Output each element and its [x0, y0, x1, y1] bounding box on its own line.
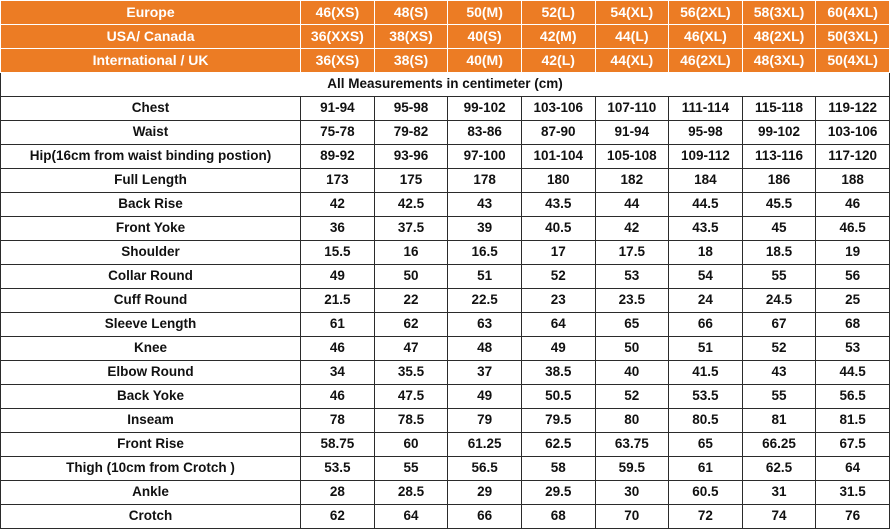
- row-value: 45: [742, 217, 816, 241]
- table-row: [1, 457, 890, 481]
- row-value: 115-118: [742, 97, 816, 121]
- row-label: Full Length: [1, 169, 301, 193]
- row-value: 15.5: [301, 241, 375, 265]
- row-value: 184: [669, 169, 743, 193]
- table-row: [1, 385, 890, 409]
- row-value: 62.5: [521, 433, 595, 457]
- row-value: 49: [521, 337, 595, 361]
- table-row: [1, 289, 890, 313]
- row-value: 47: [374, 337, 448, 361]
- row-value: 46: [816, 193, 890, 217]
- row-value: 79.5: [521, 409, 595, 433]
- row-value: 46: [301, 385, 375, 409]
- row-value: 50: [374, 265, 448, 289]
- row-value: 47.5: [374, 385, 448, 409]
- row-label: Waist: [1, 121, 301, 145]
- header-size-cell: 56(2XL): [669, 1, 743, 25]
- header-size-cell: 58(3XL): [742, 1, 816, 25]
- table-row: [1, 193, 890, 217]
- row-value: 50.5: [521, 385, 595, 409]
- row-value: 53.5: [669, 385, 743, 409]
- row-value: 42: [595, 217, 669, 241]
- header-label-international-uk: International / UK: [1, 49, 301, 73]
- row-label: Thigh (10cm from Crotch ): [1, 457, 301, 481]
- row-value: 65: [669, 433, 743, 457]
- measurement-note: All Measurements in centimeter (cm): [1, 73, 890, 97]
- table-row: [1, 361, 890, 385]
- row-value: 64: [521, 313, 595, 337]
- table-row: [1, 313, 890, 337]
- row-value: 40: [595, 361, 669, 385]
- row-label: Shoulder: [1, 241, 301, 265]
- row-value: 103-106: [521, 97, 595, 121]
- row-value: 91-94: [595, 121, 669, 145]
- row-value: 78: [301, 409, 375, 433]
- row-value: 117-120: [816, 145, 890, 169]
- row-value: 79: [448, 409, 522, 433]
- row-value: 21.5: [301, 289, 375, 313]
- header-row-international-uk: [1, 49, 890, 73]
- row-value: 52: [521, 265, 595, 289]
- header-size-cell: 38(XS): [374, 25, 448, 49]
- row-label: Back Yoke: [1, 385, 301, 409]
- row-value: 37.5: [374, 217, 448, 241]
- row-value: 31: [742, 481, 816, 505]
- row-value: 70: [595, 505, 669, 529]
- row-value: 81.5: [816, 409, 890, 433]
- header-size-cell: 46(2XL): [669, 49, 743, 73]
- row-value: 16: [374, 241, 448, 265]
- row-value: 58.75: [301, 433, 375, 457]
- row-value: 34: [301, 361, 375, 385]
- header-label-europe: Europe: [1, 1, 301, 25]
- row-value: 42.5: [374, 193, 448, 217]
- header-size-cell: 44(L): [595, 25, 669, 49]
- row-value: 46: [301, 337, 375, 361]
- row-value: 79-82: [374, 121, 448, 145]
- row-value: 101-104: [521, 145, 595, 169]
- row-value: 76: [816, 505, 890, 529]
- row-value: 103-106: [816, 121, 890, 145]
- header-row-europe: [1, 1, 890, 25]
- table-row: [1, 97, 890, 121]
- row-value: 58: [521, 457, 595, 481]
- row-value: 56.5: [448, 457, 522, 481]
- row-label: Front Rise: [1, 433, 301, 457]
- row-value: 44.5: [669, 193, 743, 217]
- row-value: 72: [669, 505, 743, 529]
- row-value: 44.5: [816, 361, 890, 385]
- header-size-cell: 40(S): [448, 25, 522, 49]
- row-value: 83-86: [448, 121, 522, 145]
- row-value: 44: [595, 193, 669, 217]
- row-value: 24: [669, 289, 743, 313]
- header-size-cell: 52(L): [521, 1, 595, 25]
- table-row: [1, 481, 890, 505]
- row-value: 45.5: [742, 193, 816, 217]
- table-row: [1, 241, 890, 265]
- row-value: 59.5: [595, 457, 669, 481]
- row-value: 62: [374, 313, 448, 337]
- row-value: 53.5: [301, 457, 375, 481]
- row-value: 188: [816, 169, 890, 193]
- row-value: 49: [301, 265, 375, 289]
- table-row: [1, 433, 890, 457]
- row-value: 18.5: [742, 241, 816, 265]
- row-value: 51: [669, 337, 743, 361]
- row-value: 38.5: [521, 361, 595, 385]
- row-value: 80: [595, 409, 669, 433]
- row-label: Chest: [1, 97, 301, 121]
- header-size-cell: 42(M): [521, 25, 595, 49]
- row-value: 67.5: [816, 433, 890, 457]
- header-size-cell: 50(3XL): [816, 25, 890, 49]
- table-row: [1, 337, 890, 361]
- row-value: 105-108: [595, 145, 669, 169]
- row-value: 29.5: [521, 481, 595, 505]
- row-value: 17.5: [595, 241, 669, 265]
- row-value: 64: [816, 457, 890, 481]
- row-value: 42: [301, 193, 375, 217]
- row-value: 52: [595, 385, 669, 409]
- row-label: Elbow Round: [1, 361, 301, 385]
- row-value: 36: [301, 217, 375, 241]
- header-size-cell: 48(2XL): [742, 25, 816, 49]
- row-value: 60.5: [669, 481, 743, 505]
- row-value: 52: [742, 337, 816, 361]
- row-value: 81: [742, 409, 816, 433]
- row-label: Inseam: [1, 409, 301, 433]
- header-size-cell: 50(4XL): [816, 49, 890, 73]
- header-size-cell: 42(L): [521, 49, 595, 73]
- row-value: 19: [816, 241, 890, 265]
- row-value: 28: [301, 481, 375, 505]
- row-label: Collar Round: [1, 265, 301, 289]
- row-value: 66: [448, 505, 522, 529]
- row-value: 62.5: [742, 457, 816, 481]
- row-value: 67: [742, 313, 816, 337]
- header-size-cell: 48(3XL): [742, 49, 816, 73]
- row-value: 43.5: [669, 217, 743, 241]
- row-label: Sleeve Length: [1, 313, 301, 337]
- row-value: 109-112: [669, 145, 743, 169]
- row-label: Crotch: [1, 505, 301, 529]
- row-value: 30: [595, 481, 669, 505]
- row-value: 48: [448, 337, 522, 361]
- table-row: [1, 121, 890, 145]
- row-value: 31.5: [816, 481, 890, 505]
- row-value: 65: [595, 313, 669, 337]
- row-value: 111-114: [669, 97, 743, 121]
- row-value: 61: [669, 457, 743, 481]
- header-row-usa-canada: [1, 25, 890, 49]
- row-value: 55: [742, 265, 816, 289]
- row-value: 43.5: [521, 193, 595, 217]
- row-value: 186: [742, 169, 816, 193]
- row-value: 99-102: [742, 121, 816, 145]
- row-value: 97-100: [448, 145, 522, 169]
- row-value: 23: [521, 289, 595, 313]
- row-value: 56.5: [816, 385, 890, 409]
- header-size-cell: 48(S): [374, 1, 448, 25]
- header-size-cell: 50(M): [448, 1, 522, 25]
- row-value: 66: [669, 313, 743, 337]
- row-value: 93-96: [374, 145, 448, 169]
- row-value: 95-98: [669, 121, 743, 145]
- table-row: [1, 505, 890, 529]
- row-value: 113-116: [742, 145, 816, 169]
- row-value: 63: [448, 313, 522, 337]
- row-label: Ankle: [1, 481, 301, 505]
- row-value: 66.25: [742, 433, 816, 457]
- row-value: 22.5: [448, 289, 522, 313]
- header-label-usa-canada: USA/ Canada: [1, 25, 301, 49]
- size-chart-body: [1, 1, 890, 529]
- row-value: 18: [669, 241, 743, 265]
- row-value: 25: [816, 289, 890, 313]
- row-value: 28.5: [374, 481, 448, 505]
- row-value: 80.5: [669, 409, 743, 433]
- row-value: 107-110: [595, 97, 669, 121]
- row-value: 43: [742, 361, 816, 385]
- row-value: 75-78: [301, 121, 375, 145]
- row-value: 62: [301, 505, 375, 529]
- row-value: 43: [448, 193, 522, 217]
- row-value: 39: [448, 217, 522, 241]
- header-size-cell: 38(S): [374, 49, 448, 73]
- table-row: [1, 145, 890, 169]
- header-size-cell: 36(XS): [301, 49, 375, 73]
- header-size-cell: 60(4XL): [816, 1, 890, 25]
- row-value: 60: [374, 433, 448, 457]
- row-value: 37: [448, 361, 522, 385]
- row-value: 68: [521, 505, 595, 529]
- row-value: 40.5: [521, 217, 595, 241]
- row-value: 182: [595, 169, 669, 193]
- header-size-cell: 46(XS): [301, 1, 375, 25]
- row-value: 53: [595, 265, 669, 289]
- row-value: 17: [521, 241, 595, 265]
- row-value: 29: [448, 481, 522, 505]
- row-value: 16.5: [448, 241, 522, 265]
- row-value: 55: [742, 385, 816, 409]
- row-value: 99-102: [448, 97, 522, 121]
- row-value: 61: [301, 313, 375, 337]
- row-value: 50: [595, 337, 669, 361]
- row-value: 173: [301, 169, 375, 193]
- row-value: 68: [816, 313, 890, 337]
- row-value: 64: [374, 505, 448, 529]
- measurement-note-row: [1, 73, 890, 97]
- row-value: 91-94: [301, 97, 375, 121]
- header-size-cell: 40(M): [448, 49, 522, 73]
- row-label: Front Yoke: [1, 217, 301, 241]
- table-row: [1, 217, 890, 241]
- row-value: 78.5: [374, 409, 448, 433]
- row-value: 180: [521, 169, 595, 193]
- row-value: 61.25: [448, 433, 522, 457]
- row-value: 63.75: [595, 433, 669, 457]
- row-value: 53: [816, 337, 890, 361]
- row-label: Back Rise: [1, 193, 301, 217]
- header-size-cell: 54(XL): [595, 1, 669, 25]
- row-value: 89-92: [301, 145, 375, 169]
- row-value: 41.5: [669, 361, 743, 385]
- row-value: 23.5: [595, 289, 669, 313]
- row-value: 49: [448, 385, 522, 409]
- table-row: [1, 409, 890, 433]
- row-value: 119-122: [816, 97, 890, 121]
- row-value: 35.5: [374, 361, 448, 385]
- header-size-cell: 46(XL): [669, 25, 743, 49]
- header-size-cell: 44(XL): [595, 49, 669, 73]
- row-value: 24.5: [742, 289, 816, 313]
- row-label: Cuff Round: [1, 289, 301, 313]
- row-value: 54: [669, 265, 743, 289]
- table-row: [1, 265, 890, 289]
- row-label: Hip(16cm from waist binding postion): [1, 145, 301, 169]
- row-value: 55: [374, 457, 448, 481]
- row-value: 178: [448, 169, 522, 193]
- row-value: 74: [742, 505, 816, 529]
- row-value: 56: [816, 265, 890, 289]
- row-value: 175: [374, 169, 448, 193]
- row-value: 87-90: [521, 121, 595, 145]
- header-size-cell: 36(XXS): [301, 25, 375, 49]
- table-row: [1, 169, 890, 193]
- row-value: 22: [374, 289, 448, 313]
- row-value: 51: [448, 265, 522, 289]
- row-label: Knee: [1, 337, 301, 361]
- row-value: 46.5: [816, 217, 890, 241]
- row-value: 95-98: [374, 97, 448, 121]
